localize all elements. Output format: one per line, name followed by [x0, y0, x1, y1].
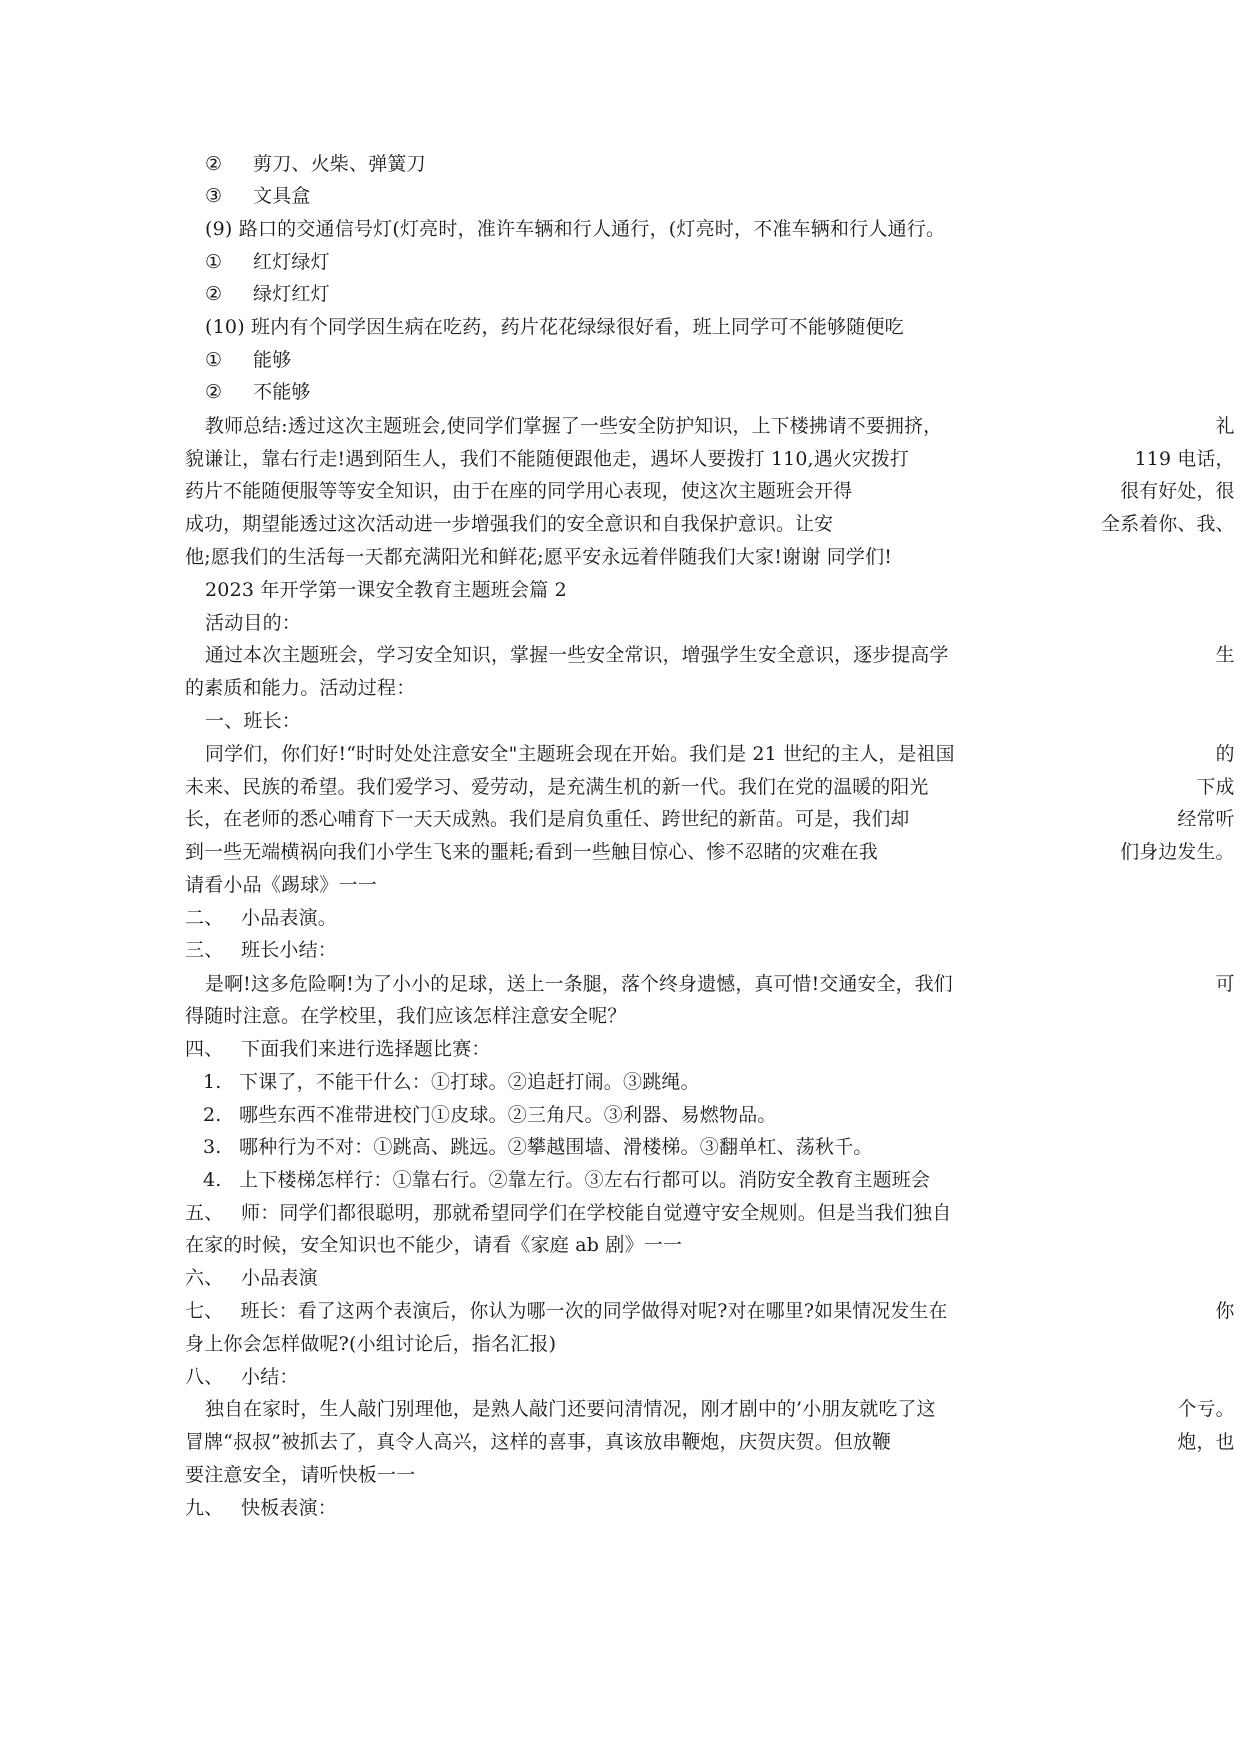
line-text: 冒牌“叔叔”被抓去了，真令人高兴，这样的喜事，真该放串鞭炮，庆贺庆贺。但放鞭 — [185, 1431, 892, 1453]
option-line — [205, 250, 330, 274]
option-marker: ② — [205, 381, 223, 403]
line-text: 要注意安全，请听快板一一 — [185, 1464, 416, 1486]
line-tail: 个亏。 — [1177, 1398, 1235, 1420]
quiz-item — [203, 1168, 930, 1192]
quiz-item — [203, 1070, 700, 1094]
option-marker: ① — [205, 349, 223, 371]
paragraph-line — [185, 1233, 682, 1257]
paragraph-line — [185, 479, 1235, 503]
paragraph-line — [185, 840, 1235, 864]
option-text: 剪刀、火柴、弹簧刀 — [253, 153, 426, 175]
option-marker: ② — [205, 283, 223, 305]
paragraph-line — [185, 873, 377, 897]
option-line — [205, 380, 311, 404]
question-text: (10) 班内有个同学因生病在吃药，药片花花绿绿很好看，班上同学可不能够随便吃 — [205, 316, 904, 338]
quiz-text: 下课了，不能干什么：①打球。②追赶打闹。③跳绳。 — [239, 1071, 700, 1093]
step-number: 九、 — [185, 1497, 224, 1519]
quiz-item — [203, 1103, 777, 1127]
question-text: (9) 路口的交通信号灯(灯亮时，准许车辆和行人通行，(灯亮时，不准车辆和行人通行。 — [205, 218, 946, 240]
line-text: 到一些无端横祸向我们小学生飞来的噩耗;看到一些触目惊心、惨不忍睹的灾难在我 — [185, 841, 878, 863]
paragraph-line — [205, 972, 1235, 996]
heading-text: 一、班长： — [205, 710, 302, 732]
heading-line — [205, 611, 301, 635]
quiz-text: 哪种行为不对：①跳高、跳远。②攀越围墙、滑楼梯。③翻单杠、荡秋千。 — [239, 1136, 873, 1158]
paragraph-line — [185, 775, 1235, 799]
step-line — [185, 1266, 318, 1290]
step-text: 快板表演： — [241, 1497, 338, 1519]
line-tail: 你 — [1215, 1300, 1235, 1322]
quiz-number: 3. — [203, 1136, 222, 1158]
line-tail: 可 — [1215, 973, 1235, 995]
step-number: 二、 — [185, 907, 224, 929]
line-text: 成功，期望能透过这次活动进一步增强我们的安全意识和自我保护意识。让安 — [185, 513, 834, 535]
step-line — [185, 1201, 951, 1225]
option-marker: ② — [205, 153, 223, 175]
option-marker: ① — [205, 251, 223, 273]
line-tail: 们身边发生。 — [1120, 841, 1235, 863]
option-line — [205, 184, 311, 208]
line-text: 同学们，你们好!“时时处处注意安全"主题班会现在开始。我们是 21 世纪的主人，是祖国 — [205, 743, 955, 765]
line-text: 身上你会怎样做呢?(小组讨论后，指名汇报) — [185, 1333, 557, 1355]
line-tail: 全系着你、我、 — [1101, 513, 1235, 535]
line-tail: 炮，也 — [1177, 1431, 1235, 1453]
line-tail: 同学们! — [826, 546, 893, 568]
option-text: 文具盒 — [253, 185, 311, 207]
quiz-text: 上下楼梯怎样行：①靠右行。②靠左行。③左右行都可以。消防安全教育主题班会 — [239, 1169, 931, 1191]
step-number: 三、 — [185, 939, 224, 961]
question-line — [205, 217, 945, 241]
line-text: 药片不能随便服等等安全知识，由于在座的同学用心表现，使这次主题班会开得 — [185, 480, 853, 502]
step-text: 班长小结： — [241, 939, 338, 961]
step-text: 小品表演 — [241, 1267, 318, 1289]
step-number: 六、 — [185, 1267, 224, 1289]
line-text: 请看小品《踢球》一一 — [185, 874, 378, 896]
quiz-number: 2. — [203, 1104, 222, 1126]
option-marker: ③ — [205, 185, 223, 207]
heading-line — [205, 709, 301, 733]
line-tail: 礼 — [1215, 415, 1235, 437]
step-line — [185, 1496, 337, 1520]
step-line — [185, 938, 337, 962]
option-text: 红灯绿灯 — [253, 251, 330, 273]
line-text: 教师总结:透过这次主题班会,使同学们掌握了一些安全防护知识，上下楼拂请不要拥挤， — [205, 415, 943, 437]
option-text: 不能够 — [253, 381, 311, 403]
section-title — [205, 578, 567, 602]
step-text: 班长：看了这两个表演后，你认为哪一次的同学做得对呢?对在哪里?如果情况发生在 — [240, 1300, 948, 1322]
paragraph-line — [205, 1397, 1235, 1421]
option-line — [205, 348, 291, 372]
quiz-text: 哪些东西不准带进校门①皮球。②三角尺。③利器、易燃物品。 — [239, 1104, 777, 1126]
step-number: 七、 — [185, 1300, 224, 1322]
line-text: 貌谦让，靠右行走!遇到陌生人，我们不能随便跟他走，遇坏人要拨打 110,遇火灾拨打 — [185, 448, 910, 470]
paragraph-line — [185, 676, 415, 700]
quiz-number: 4. — [203, 1169, 222, 1191]
line-tail: 下成 — [1196, 776, 1235, 798]
line-text: 通过本次主题班会，学习安全知识，掌握一些安全常识，增强学生安全意识，逐步提高学 — [205, 644, 949, 666]
option-text: 绿灯红灯 — [253, 283, 330, 305]
quiz-number: 1. — [203, 1071, 222, 1093]
line-text: 未来、民族的希望。我们爱学习、爱劳动，是充满生机的新一代。我们在党的温暖的阳光 — [185, 776, 929, 798]
line-tail: 的 — [1215, 743, 1235, 765]
step-text: 小品表演。 — [241, 907, 338, 929]
paragraph-line — [185, 1430, 1235, 1454]
paragraph-line — [185, 807, 1235, 831]
paragraph-line — [185, 1463, 415, 1487]
line-tail: 经常听 — [1177, 808, 1235, 830]
option-text: 能够 — [253, 349, 292, 371]
option-line — [205, 152, 426, 176]
step-line — [185, 1299, 1235, 1323]
quiz-item — [203, 1135, 873, 1159]
line-text: 的素质和能力。活动过程： — [185, 677, 416, 699]
heading-text: 活动目的： — [205, 612, 302, 634]
paragraph-line — [205, 643, 1235, 667]
step-number: 五、 — [185, 1202, 224, 1224]
step-line — [185, 1365, 299, 1389]
line-text: 是啊!这多危险啊!为了小小的足球，送上一条腿，落个终身遗憾，真可惜!交通安全，我们 — [205, 973, 953, 995]
line-text: 得随时注意。在学校里，我们应该怎样注意安全呢？ — [185, 1005, 627, 1027]
line-text: 在家的时候，安全知识也不能少，请看《家庭 ab 剧》一一 — [185, 1234, 683, 1256]
paragraph-line — [185, 447, 1235, 471]
step-text: 师：同学们都很聪明，那就希望同学们在学校能自觉遵守安全规则。但是当我们独自 — [241, 1202, 952, 1224]
paragraph-line — [205, 742, 1235, 766]
line-tail: 119 电话， — [1134, 448, 1235, 470]
paragraph-line — [185, 1332, 556, 1356]
step-line — [185, 906, 337, 930]
step-text: 下面我们来进行选择题比赛： — [241, 1038, 491, 1060]
step-line — [185, 1037, 491, 1061]
paragraph-line — [185, 1004, 627, 1028]
step-number: 四、 — [185, 1038, 224, 1060]
question-line — [205, 315, 904, 339]
line-tail: 很有好处，很 — [1120, 480, 1235, 502]
line-text: 长，在老师的悉心哺育下一天天成熟。我们是肩负重任、跨世纪的新苗。可是，我们却 — [185, 808, 910, 830]
line-text: 独自在家时，生人敲门别理他，是熟人敲门还要问清情况，刚才剧中的’小朋友就吃了这 — [205, 1398, 936, 1420]
section-title-text: 2023 年开学第一课安全教育主题班会篇 2 — [205, 579, 567, 601]
paragraph-line — [185, 512, 1235, 536]
line-text: 他;愿我们的生活每一天都充满阳光和鲜花;愿平安永远着伴随我们大家!谢谢 — [185, 546, 821, 568]
line-tail: 生 — [1215, 644, 1235, 666]
paragraph-line — [185, 545, 892, 569]
option-line — [205, 282, 330, 306]
step-number: 八、 — [185, 1366, 224, 1388]
step-text: 小结： — [241, 1366, 299, 1388]
paragraph-line — [205, 414, 1235, 438]
